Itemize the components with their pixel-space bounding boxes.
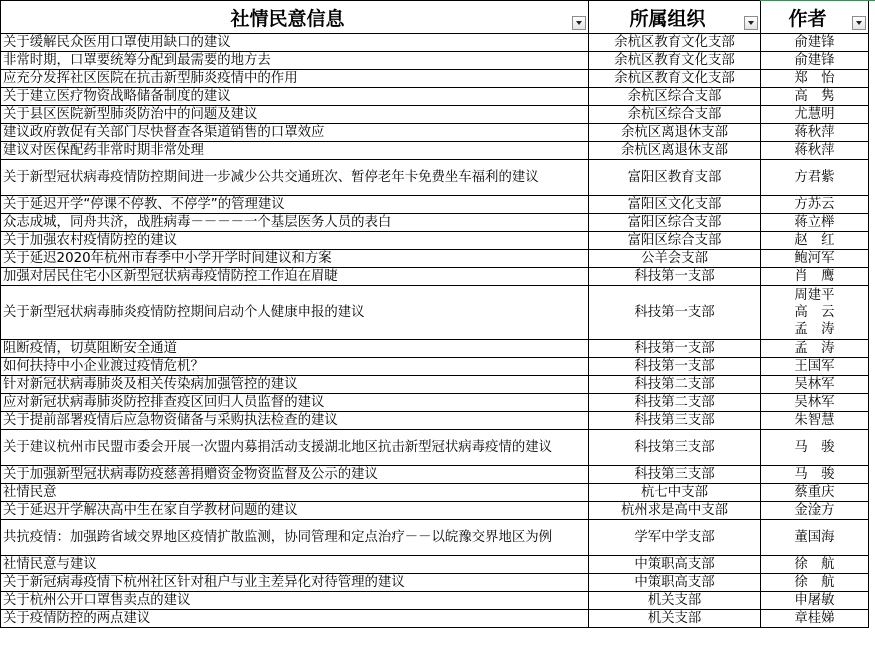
table-row: [1, 106, 869, 124]
table-row: [1, 160, 869, 196]
cell-org[interactable]: 余杭区教育文化支部: [589, 34, 761, 52]
cell-author[interactable]: 马 骏: [761, 466, 869, 484]
cell-author[interactable]: 尤慧明: [761, 106, 869, 124]
cell-author[interactable]: 赵 红: [761, 232, 869, 250]
table-row: [1, 592, 869, 610]
cell-author[interactable]: 方苏云: [761, 196, 869, 214]
column-header-author-label: 作者: [788, 7, 827, 30]
cell-org[interactable]: 科技第二支部: [589, 394, 761, 412]
table-row: [1, 214, 869, 232]
cell-title[interactable]: 关于延迟开学“停课不停教、不停学”的管理建议: [1, 196, 589, 214]
cell-org[interactable]: 余杭区教育文化支部: [589, 70, 761, 88]
table-row: [1, 34, 869, 52]
header-row: [1, 1, 869, 34]
cell-author[interactable]: 金淦方: [761, 502, 869, 520]
cell-title[interactable]: 关于加强新型冠状病毒防疫慈善捐赠资金物资监督及公示的建议: [1, 466, 589, 484]
cell-author[interactable]: 蒋秋萍: [761, 124, 869, 142]
table-row: [1, 70, 869, 88]
cell-author[interactable]: 王国军: [761, 358, 869, 376]
table-row: [1, 484, 869, 502]
table-row: [1, 232, 869, 250]
cell-title[interactable]: 加强对居民住宅小区新型冠状病毒疫情防控工作迫在眉睫: [1, 268, 589, 286]
cell-org[interactable]: 富阳区教育支部: [589, 160, 761, 196]
cell-title[interactable]: 关于建议杭州市民盟市委会开展一次盟内募捐活动支援湖北地区抗击新型冠状病毒疫情的建议: [1, 430, 589, 466]
cell-org[interactable]: 余杭区教育文化支部: [589, 52, 761, 70]
cell-title[interactable]: 关于提前部署疫情后应急物资储备与采购执法检查的建议: [1, 412, 589, 430]
table-row: [1, 376, 869, 394]
cell-author[interactable]: 蒋立榉: [761, 214, 869, 232]
cell-org[interactable]: 机关支部: [589, 592, 761, 610]
cell-org[interactable]: 余杭区综合支部: [589, 106, 761, 124]
cell-author[interactable]: 肖 鹰: [761, 268, 869, 286]
cell-author[interactable]: 朱智慧: [761, 412, 869, 430]
dropdown-filter-icon[interactable]: [572, 16, 586, 30]
cell-title[interactable]: 社情民意与建议: [1, 556, 589, 574]
dropdown-filter-icon[interactable]: [744, 16, 758, 30]
cell-author[interactable]: 徐 航: [761, 556, 869, 574]
cell-org[interactable]: 科技第一支部: [589, 340, 761, 358]
cell-org[interactable]: 科技第二支部: [589, 376, 761, 394]
cell-org[interactable]: 中策职高支部: [589, 574, 761, 592]
cell-title[interactable]: 关于新型冠状病毒肺炎疫情防控期间启动个人健康申报的建议: [1, 286, 589, 340]
cell-org[interactable]: 科技第三支部: [589, 466, 761, 484]
cell-org[interactable]: 中策职高支部: [589, 556, 761, 574]
table-row: [1, 412, 869, 430]
cell-title[interactable]: 关于加强农村疫情防控的建议: [1, 232, 589, 250]
cell-author[interactable]: 郑 怡: [761, 70, 869, 88]
column-header-org[interactable]: [589, 1, 761, 34]
cell-org[interactable]: 科技第一支部: [589, 358, 761, 376]
cell-org[interactable]: 余杭区离退休支部: [589, 124, 761, 142]
cell-title[interactable]: 应充分发挥社区医院在抗击新型肺炎疫情中的作用: [1, 70, 589, 88]
cell-title[interactable]: 关于疫情防控的两点建议: [1, 610, 589, 628]
cell-title[interactable]: 非常时期，口罩要统筹分配到最需要的地方去: [1, 52, 589, 70]
table-row: [1, 250, 869, 268]
table-row: [1, 610, 869, 628]
table-row: [1, 430, 869, 466]
column-header-title-label: 社情民意信息: [230, 7, 345, 30]
cell-org[interactable]: 杭七中支部: [589, 484, 761, 502]
table-body: [1, 34, 869, 628]
cell-org[interactable]: 余杭区离退休支部: [589, 142, 761, 160]
table-row: [1, 556, 869, 574]
cell-author[interactable]: 章桂娣: [761, 610, 869, 628]
cell-org[interactable]: 公羊会支部: [589, 250, 761, 268]
cell-org[interactable]: 余杭区综合支部: [589, 88, 761, 106]
cell-title[interactable]: 社情民意: [1, 484, 589, 502]
cell-org[interactable]: 富阳区综合支部: [589, 232, 761, 250]
cell-title[interactable]: 关于杭州公开口罩售卖点的建议: [1, 592, 589, 610]
cell-title[interactable]: 关于延迟开学解决高中生在家自学教材问题的建议: [1, 502, 589, 520]
author-line: 高 云: [794, 305, 835, 320]
cell-org[interactable]: 科技第三支部: [589, 412, 761, 430]
table-row: [1, 340, 869, 358]
table-row: [1, 88, 869, 106]
cell-org[interactable]: 机关支部: [589, 610, 761, 628]
table-row: [1, 394, 869, 412]
cell-author[interactable]: 徐 航: [761, 574, 869, 592]
cell-title[interactable]: 建议政府敦促有关部门尽快督查各渠道销售的口罩效应: [1, 124, 589, 142]
cell-author[interactable]: 俞建锋: [761, 52, 869, 70]
cell-title[interactable]: 应对新冠状病毒肺炎防控排查疫区回归人员监督的建议: [1, 394, 589, 412]
cell-author[interactable]: 蔡重庆: [761, 484, 869, 502]
cell-org[interactable]: 富阳区综合支部: [589, 214, 761, 232]
column-header-author[interactable]: [761, 1, 869, 34]
cell-org[interactable]: 科技第三支部: [589, 430, 761, 466]
cell-title[interactable]: 针对新冠状病毒肺炎及相关传染病加强管控的建议: [1, 376, 589, 394]
cell-title[interactable]: 如何扶持中小企业渡过疫情危机？: [1, 358, 589, 376]
cell-author[interactable]: 俞建锋: [761, 34, 869, 52]
cell-title[interactable]: 关于缓解民众医用口罩使用缺口的建议: [1, 34, 589, 52]
table-row: [1, 574, 869, 592]
table-row: [1, 142, 869, 160]
author-line: 孟 涛: [794, 322, 835, 337]
cell-title[interactable]: 共抗疫情：加强跨省域交界地区疫情扩散监测，协同管理和定点治疗－－以皖豫交界地区为例: [1, 520, 589, 556]
cell-author[interactable]: 吴林军: [761, 394, 869, 412]
table-row: [1, 286, 869, 340]
column-header-org-label: 所属组织: [629, 7, 706, 30]
cell-org[interactable]: 学军中学支部: [589, 520, 761, 556]
table-row: [1, 466, 869, 484]
cell-org[interactable]: 科技第一支部: [589, 286, 761, 340]
cell-author[interactable]: 马 骏: [761, 430, 869, 466]
cell-title[interactable]: 关于延迟2020年杭州市春季中小学开学时间建议和方案: [1, 250, 589, 268]
cell-author[interactable]: 鲍河军: [761, 250, 869, 268]
cell-title[interactable]: 阻断疫情，切莫阻断安全通道: [1, 340, 589, 358]
cell-org[interactable]: 科技第一支部: [589, 268, 761, 286]
table-row: [1, 520, 869, 556]
cell-author[interactable]: 董国海: [761, 520, 869, 556]
column-header-title[interactable]: [1, 1, 589, 34]
cell-org[interactable]: 富阳区文化支部: [589, 196, 761, 214]
cell-author[interactable]: 方君紫: [761, 160, 869, 196]
table-row: [1, 502, 869, 520]
cell-author[interactable]: 申屠敏: [761, 592, 869, 610]
cell-title[interactable]: 关于新型冠状病毒疫情防控期间进一步减少公共交通班次、暂停老年卡免费坐车福利的建议: [1, 160, 589, 196]
dropdown-filter-icon[interactable]: [852, 16, 866, 30]
cell-author[interactable]: 蒋秋萍: [761, 142, 869, 160]
cell-title[interactable]: 关于新冠病毒疫情下杭州社区针对租户与业主差异化对待管理的建议: [1, 574, 589, 592]
table-row: [1, 124, 869, 142]
cell-title[interactable]: 建议对医保配药非常时期非常处理: [1, 142, 589, 160]
table-row: [1, 52, 869, 70]
cell-author[interactable]: 孟 涛: [761, 340, 869, 358]
cell-title[interactable]: 众志成城，同舟共济，战胜病毒－－－－一个基层医务人员的表白: [1, 214, 589, 232]
cell-title[interactable]: 关于县区医院新型肺炎防治中的问题及建议: [1, 106, 589, 124]
cell-author[interactable]: 高 隽: [761, 88, 869, 106]
cell-title[interactable]: 关于建立医疗物资战略储备制度的建议: [1, 88, 589, 106]
cell-org[interactable]: 杭州求是高中支部: [589, 502, 761, 520]
table-row: [1, 268, 869, 286]
cell-author[interactable]: 吴林军: [761, 376, 869, 394]
table-row: [1, 196, 869, 214]
author-line: 周建平: [794, 288, 835, 303]
cell-author[interactable]: [761, 286, 869, 340]
table-row: [1, 358, 869, 376]
